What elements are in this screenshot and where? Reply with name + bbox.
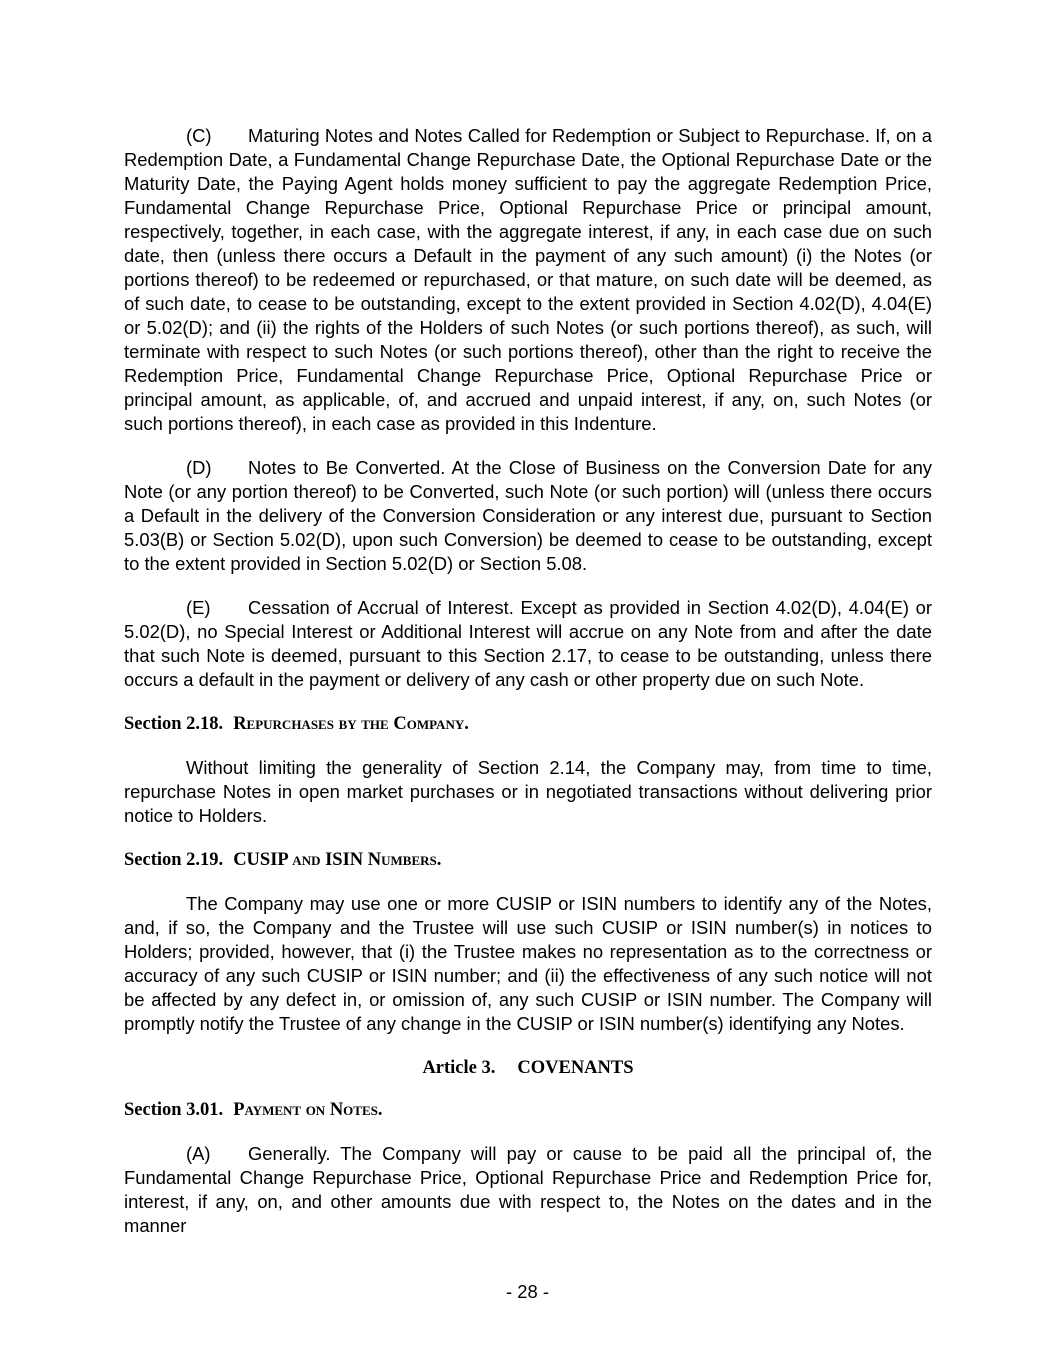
section-title: CUSIP and ISIN Numbers.: [233, 850, 442, 870]
section-heading-2-19: [124, 848, 932, 872]
paragraph-d: [124, 456, 932, 576]
section-heading-2-18: [124, 712, 932, 736]
article-number: Article 3.: [422, 1058, 496, 1078]
paragraph-e: [124, 596, 932, 692]
paragraph-text: Without limiting the generality of Section 2.14, the Company may, from time to time, repurchase Notes in open market purchases or in negotiated transactions without delivering prior notice to Holders.: [124, 757, 932, 826]
paragraph-c: [124, 124, 932, 436]
paragraph-a: [124, 1142, 932, 1238]
section-number: Section 2.18.: [124, 714, 224, 734]
paragraph-marker: (A): [186, 1143, 211, 1164]
section-2-19-body: [124, 892, 932, 1036]
section-2-18-body: [124, 756, 932, 828]
section-number: Section 3.01.: [124, 1100, 224, 1120]
section-number: Section 2.19.: [124, 850, 224, 870]
paragraph-text: Generally. The Company will pay or cause to be paid all the principal of, the Fundamental Change Repurchase Price, Optional Repurchase Price and Redemption Price for, interest, if any, on, and other amounts due with respect to, the Notes on the dates and in the manner: [124, 1143, 932, 1236]
paragraph-marker: (D): [186, 457, 212, 478]
paragraph-text: Maturing Notes and Notes Called for Redemption or Subject to Repurchase. If, on a Redemption Date, a Fundamental Change Repurchase Date, the Optional Repurchase Date or the Maturity Date, the Paying Agent holds money sufficient to pay the aggregate Redemption Price, Fundamental Change Repurchase Price, Optional Repurchase Price or principal amount, respectively, together, in each case, with the aggregate interest, if any, in each case due on such date, then (unless there occurs a Default in the payment of any such amount) (i) the Notes (or portions thereof) to be redeemed or repurchased, or that mature, on such date will be deemed, as of such date, to cease to be outstanding, except to the extent provided in Section 4.02(D), 4.04(E) or 5.02(D); and (ii) the rights of the Holders of such Notes (or such portions thereof), as such, will terminate with respect to such Notes (or such portions thereof), other than the right to receive the Redemption Price, Fundamental Change Repurchase Price, Optional Repurchase Price or principal amount, as applicable, of, and accrued and unpaid interest, if any, on, such Notes (or such portions thereof), in each case as provided in this Indenture.: [124, 125, 932, 434]
section-heading-3-01: [124, 1098, 932, 1122]
article-title: COVENANTS: [517, 1058, 634, 1078]
paragraph-marker: (E): [186, 597, 211, 618]
document-page: [124, 124, 932, 1258]
article-heading: [124, 1056, 932, 1080]
section-title: Repurchases by the Company.: [233, 714, 469, 734]
paragraph-text: Cessation of Accrual of Interest. Except as provided in Section 4.02(D), 4.04(E) or 5.02(D), no Special Interest or Additional Interest will accrue on any Note from and after the date that such Note is deemed, pursuant to this Section 2.17, to cease to be outstanding, unless there occurs a default in the payment or delivery of any cash or other property due on such Note.: [124, 597, 932, 690]
paragraph-marker: (C): [186, 125, 212, 146]
section-title: Payment on Notes.: [233, 1100, 383, 1120]
paragraph-text: Notes to Be Converted. At the Close of Business on the Conversion Date for any Note (or any portion thereof) to be Converted, such Note (or such portion) will (unless there occurs a Default in the delivery of the Conversion Consideration or any interest due, pursuant to Section 5.03(B) or Section 5.02(D), upon such Conversion) be deemed to cease to be outstanding, except to the extent provided in Section 5.02(D) or Section 5.08.: [124, 457, 932, 574]
page-number: - 28 -: [506, 1281, 549, 1302]
paragraph-text: The Company may use one or more CUSIP or ISIN numbers to identify any of the Notes, and, if so, the Company and the Trustee will use such CUSIP or ISIN number(s) in notices to Holders; provided, however, that (i) the Trustee makes no representation as to the correctness or accuracy of any such CUSIP or ISIN number; and (ii) the effectiveness of any such notice will not be affected by any defect in, or omission of, any such CUSIP or ISIN number. The Company will promptly notify the Trustee of any change in the CUSIP or ISIN number(s) identifying any Notes.: [124, 893, 932, 1034]
